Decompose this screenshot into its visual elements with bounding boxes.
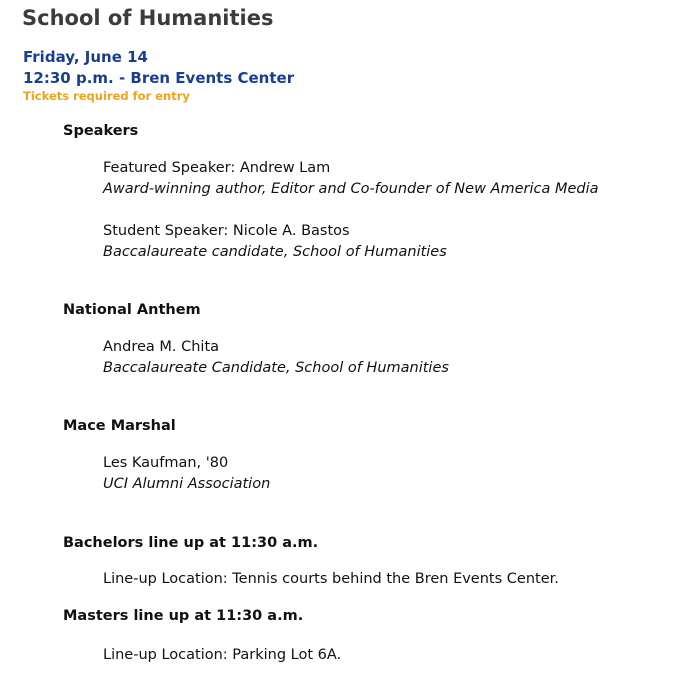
ceremony-time-location: 12:30 p.m. - Bren Events Center	[23, 69, 295, 87]
student-speaker-name: Student Speaker: Nicole A. Bastos	[103, 223, 350, 239]
tickets-note: Tickets required for entry	[23, 89, 190, 103]
mace-marshal-heading: Mace Marshal	[63, 418, 176, 434]
featured-speaker-description: Award-winning author, Editor and Co-founder of New America Media	[103, 181, 599, 197]
bachelors-lineup-heading: Bachelors line up at 11:30 a.m.	[63, 535, 319, 551]
mace-marshal-name: Les Kaufman, '80	[103, 455, 229, 471]
masters-lineup-location: Line-up Location: Parking Lot 6A.	[103, 647, 342, 663]
masters-lineup-heading: Masters line up at 11:30 a.m.	[63, 608, 304, 624]
speakers-heading: Speakers	[63, 123, 139, 139]
anthem-performer-name: Andrea M. Chita	[103, 339, 220, 355]
anthem-performer-description: Baccalaureate Candidate, School of Humanities	[103, 360, 449, 376]
page-title: School of Humanities	[22, 6, 274, 30]
student-speaker-description: Baccalaureate candidate, School of Humanities	[103, 244, 447, 260]
ceremony-date: Friday, June 14	[23, 48, 148, 66]
anthem-heading: National Anthem	[63, 302, 201, 318]
featured-speaker-name: Featured Speaker: Andrew Lam	[103, 160, 331, 176]
bachelors-lineup-location: Line-up Location: Tennis courts behind the Bren Events Center.	[103, 571, 559, 587]
mace-marshal-description: UCI Alumni Association	[103, 476, 271, 492]
